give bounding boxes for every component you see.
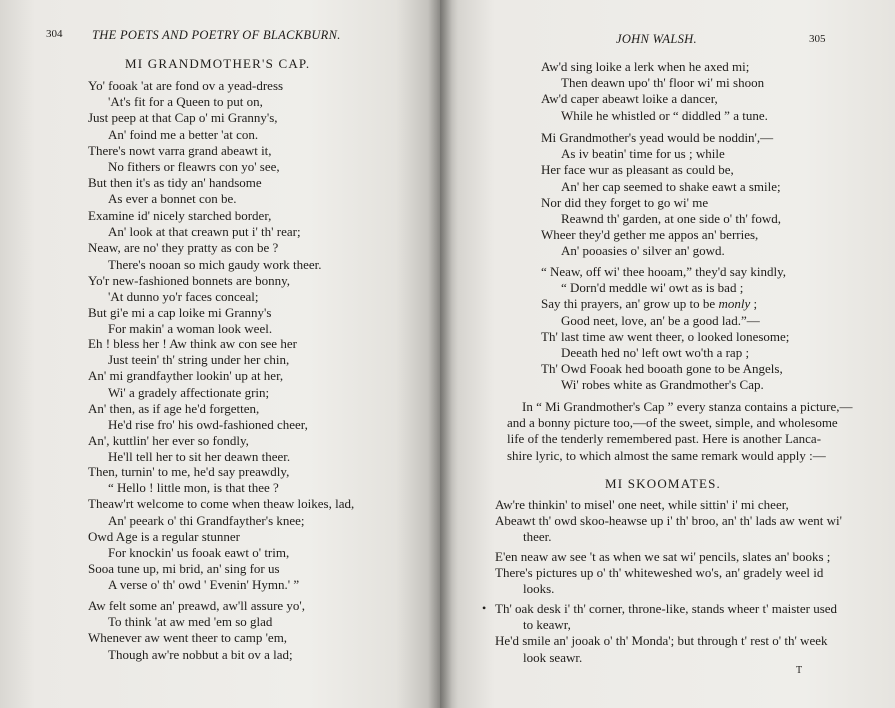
stanza-1 (88, 78, 283, 208)
verse-line: An' pooasies o' silver an' gowd. (561, 243, 725, 259)
verse-line: Yo' fooak 'at are fond ov a yead-dress (88, 78, 284, 93)
prose-line: life of the tenderly remembered past. Here is another Lanca- (507, 431, 822, 447)
verse-line: Aw felt some an' preawd, aw'll assure yo', (88, 598, 306, 613)
verse-line: Examine id' nicely starched border, (88, 208, 272, 223)
verse-line: Reawnd th' garden, at one side o' th' fowd, (561, 210, 782, 226)
verse-line: Sooa tune up, mi brid, an' sing for us (88, 561, 280, 577)
verse-line: Th' last time aw went theer, o looked lonesome; (541, 328, 790, 344)
verse-line: Though aw're nobbut a bit ov a lad; (108, 646, 293, 662)
verse-text: Say thi prayers, an' grow up to be (541, 296, 719, 312)
poem2-block-1 (495, 497, 842, 546)
prose-line: and a bonny picture too,—of the sweet, simple, and wholesome (507, 415, 838, 431)
verse-line: Abeawt th' owd skoo-heawse up i' th' broo, an' th' lads aw went wi' (495, 513, 842, 529)
verse-line: To think 'at aw med 'em so glad (108, 614, 273, 630)
stanza-2 (88, 208, 322, 338)
poem-title: MI GRANDMOTHER'S CAP. (125, 56, 311, 71)
verse-line: An' then, as if age he'd forgetten, (88, 400, 260, 416)
stanza-3 (88, 336, 308, 466)
verse-line: Then, turnin' to me, he'd say preawdly, (88, 464, 290, 479)
verse-line: look seawr. (523, 649, 583, 665)
verse-line: Good neet, love, an' be a good lad.”— (561, 312, 760, 328)
left-page (0, 0, 440, 708)
poem2-block-2 (495, 549, 830, 598)
verse-line: “ Dorn'd meddle wi' owt as is bad ; (561, 280, 744, 296)
verse-line: Eh ! bless her ! Aw think aw con see her (88, 336, 297, 351)
verse-line: There's nowt varra grand abeawt it, (88, 142, 272, 158)
poem2-block-3 (495, 601, 837, 666)
verse-line: “ Neaw, off wi' thee hooam,” they'd say kindly, (541, 264, 786, 279)
verse-line: looks. (523, 581, 555, 597)
right-page (440, 0, 895, 708)
verse-line: Mi Grandmother's yead would be noddin',— (541, 130, 774, 145)
prose-line: In “ Mi Grandmother's Cap ” every stanza contains a picture,— (522, 399, 853, 414)
signature-mark: T (796, 665, 803, 676)
italic-word: monly (718, 296, 751, 312)
verse-line: Neaw, are no' they pratty as con be ? (88, 240, 279, 256)
stanza-5 (88, 598, 305, 663)
verse-line: “ Hello ! little mon, is that thee ? (108, 480, 279, 496)
verse-line: Then deawn upo' th' floor wi' mi shoon (561, 75, 765, 91)
stanza-7 (541, 130, 781, 260)
running-head-right: JOHN WALSH. (616, 32, 697, 46)
verse-line: Wi' robes white as Grandmother's Cap. (561, 377, 764, 393)
verse-line: 'At's fit for a Queen to put on, (108, 94, 263, 110)
verse-line: Just peep at that Cap o' mi Granny's, (88, 110, 278, 126)
prose-paragraph (507, 399, 852, 464)
verse-line: He'd smile an' jooak o' th' Monda'; but through t' rest o' th' week (495, 633, 828, 649)
verse-line: A verse o' th' owd ' Evenin' Hymn.' ” (108, 577, 300, 593)
verse-line: Wheer they'd gether me appos an' berries, (541, 227, 759, 243)
verse-line: But then it's as tidy an' handsome (88, 175, 262, 191)
verse-line: Nor did they forget to go wi' me (541, 194, 709, 210)
verse-line: Yo'r new-fashioned bonnets are bonny, (88, 272, 291, 288)
verse-line: Her face wur as pleasant as could be, (541, 162, 734, 178)
verse-line: There's nooan so mich gaudy work theer. (108, 256, 322, 272)
verse-line: No fithers or fleawrs con yo' see, (108, 158, 280, 174)
margin-bullet: • (482, 601, 487, 615)
verse-line: For knockin' us fooak eawt o' trim, (108, 544, 290, 560)
verse-line: An' her cap seemed to shake eawt a smile; (561, 178, 781, 194)
verse-line: Aw'd caper abeawt loike a dancer, (541, 91, 718, 107)
verse-line: Wi' a gradely affectionate grin; (108, 384, 270, 400)
verse-line: For makin' a woman look weel. (108, 321, 273, 337)
verse-line: While he whistled or “ diddled ” a tune. (561, 107, 768, 123)
stanza-4 (88, 464, 354, 594)
prose-line: shire lyric, to which almost the same remark would apply :— (507, 447, 826, 463)
poem2-title: MI SKOOMATES. (605, 476, 722, 491)
verse-line: Aw're thinkin' to misel' one neet, while sittin' i' mi cheer, (495, 497, 789, 512)
verse-line (541, 296, 789, 312)
verse-line: Just teein' th' string under her chin, (108, 352, 290, 368)
page-number-right: 305 (809, 33, 826, 45)
verse-line: Owd Age is a regular stunner (88, 528, 240, 544)
verse-line: Aw'd sing loike a lerk when he axed mi; (541, 59, 750, 74)
verse-line: E'en neaw aw see 't as when we sat wi' pencils, slates an' books ; (495, 549, 831, 564)
verse-line: An' look at that creawn put i' th' rear; (108, 224, 301, 240)
verse-line: theer. (523, 529, 552, 545)
verse-line: to keawr, (523, 617, 571, 633)
stanza-8 (541, 264, 789, 394)
verse-line: As iv beatin' time for us ; while (561, 146, 725, 162)
verse-line: 'At dunno yo'r faces conceal; (108, 288, 259, 304)
running-head-left: THE POETS AND POETRY OF BLACKBURN. (92, 28, 341, 42)
verse-line: There's pictures up o' th' whiteweshed wo's, an' gradely weel id (495, 565, 824, 581)
verse-line: He'll tell her to sit her deawn theer. (108, 449, 291, 465)
page-number-left: 304 (46, 28, 63, 40)
verse-line: He'd rise fro' his owd-fashioned cheer, (108, 416, 308, 432)
verse-line: Whenever aw went theer to camp 'em, (88, 630, 288, 646)
verse-line: Th' Owd Fooak hed booath gone to be Angels, (541, 361, 783, 377)
verse-line: As ever a bonnet con be. (108, 191, 237, 207)
verse-line: An' mi grandfayther lookin' up at her, (88, 368, 284, 384)
verse-line: Th' oak desk i' th' corner, throne-like, stands wheer t' maister used (495, 601, 838, 616)
stanza-6 (541, 59, 768, 124)
verse-text: ; (750, 296, 758, 312)
verse-line: An' foind me a better 'at con. (108, 126, 259, 142)
verse-line: An' peeark o' thi Grandfayther's knee; (108, 512, 305, 528)
verse-line: But gi'e mi a cap loike mi Granny's (88, 305, 272, 321)
verse-line: Theaw'rt welcome to come when theaw loikes, lad, (88, 496, 355, 512)
verse-line: An', kuttlin' her ever so fondly, (88, 433, 249, 449)
verse-line: Deeath hed no' left owt wo'th a rap ; (561, 344, 750, 360)
